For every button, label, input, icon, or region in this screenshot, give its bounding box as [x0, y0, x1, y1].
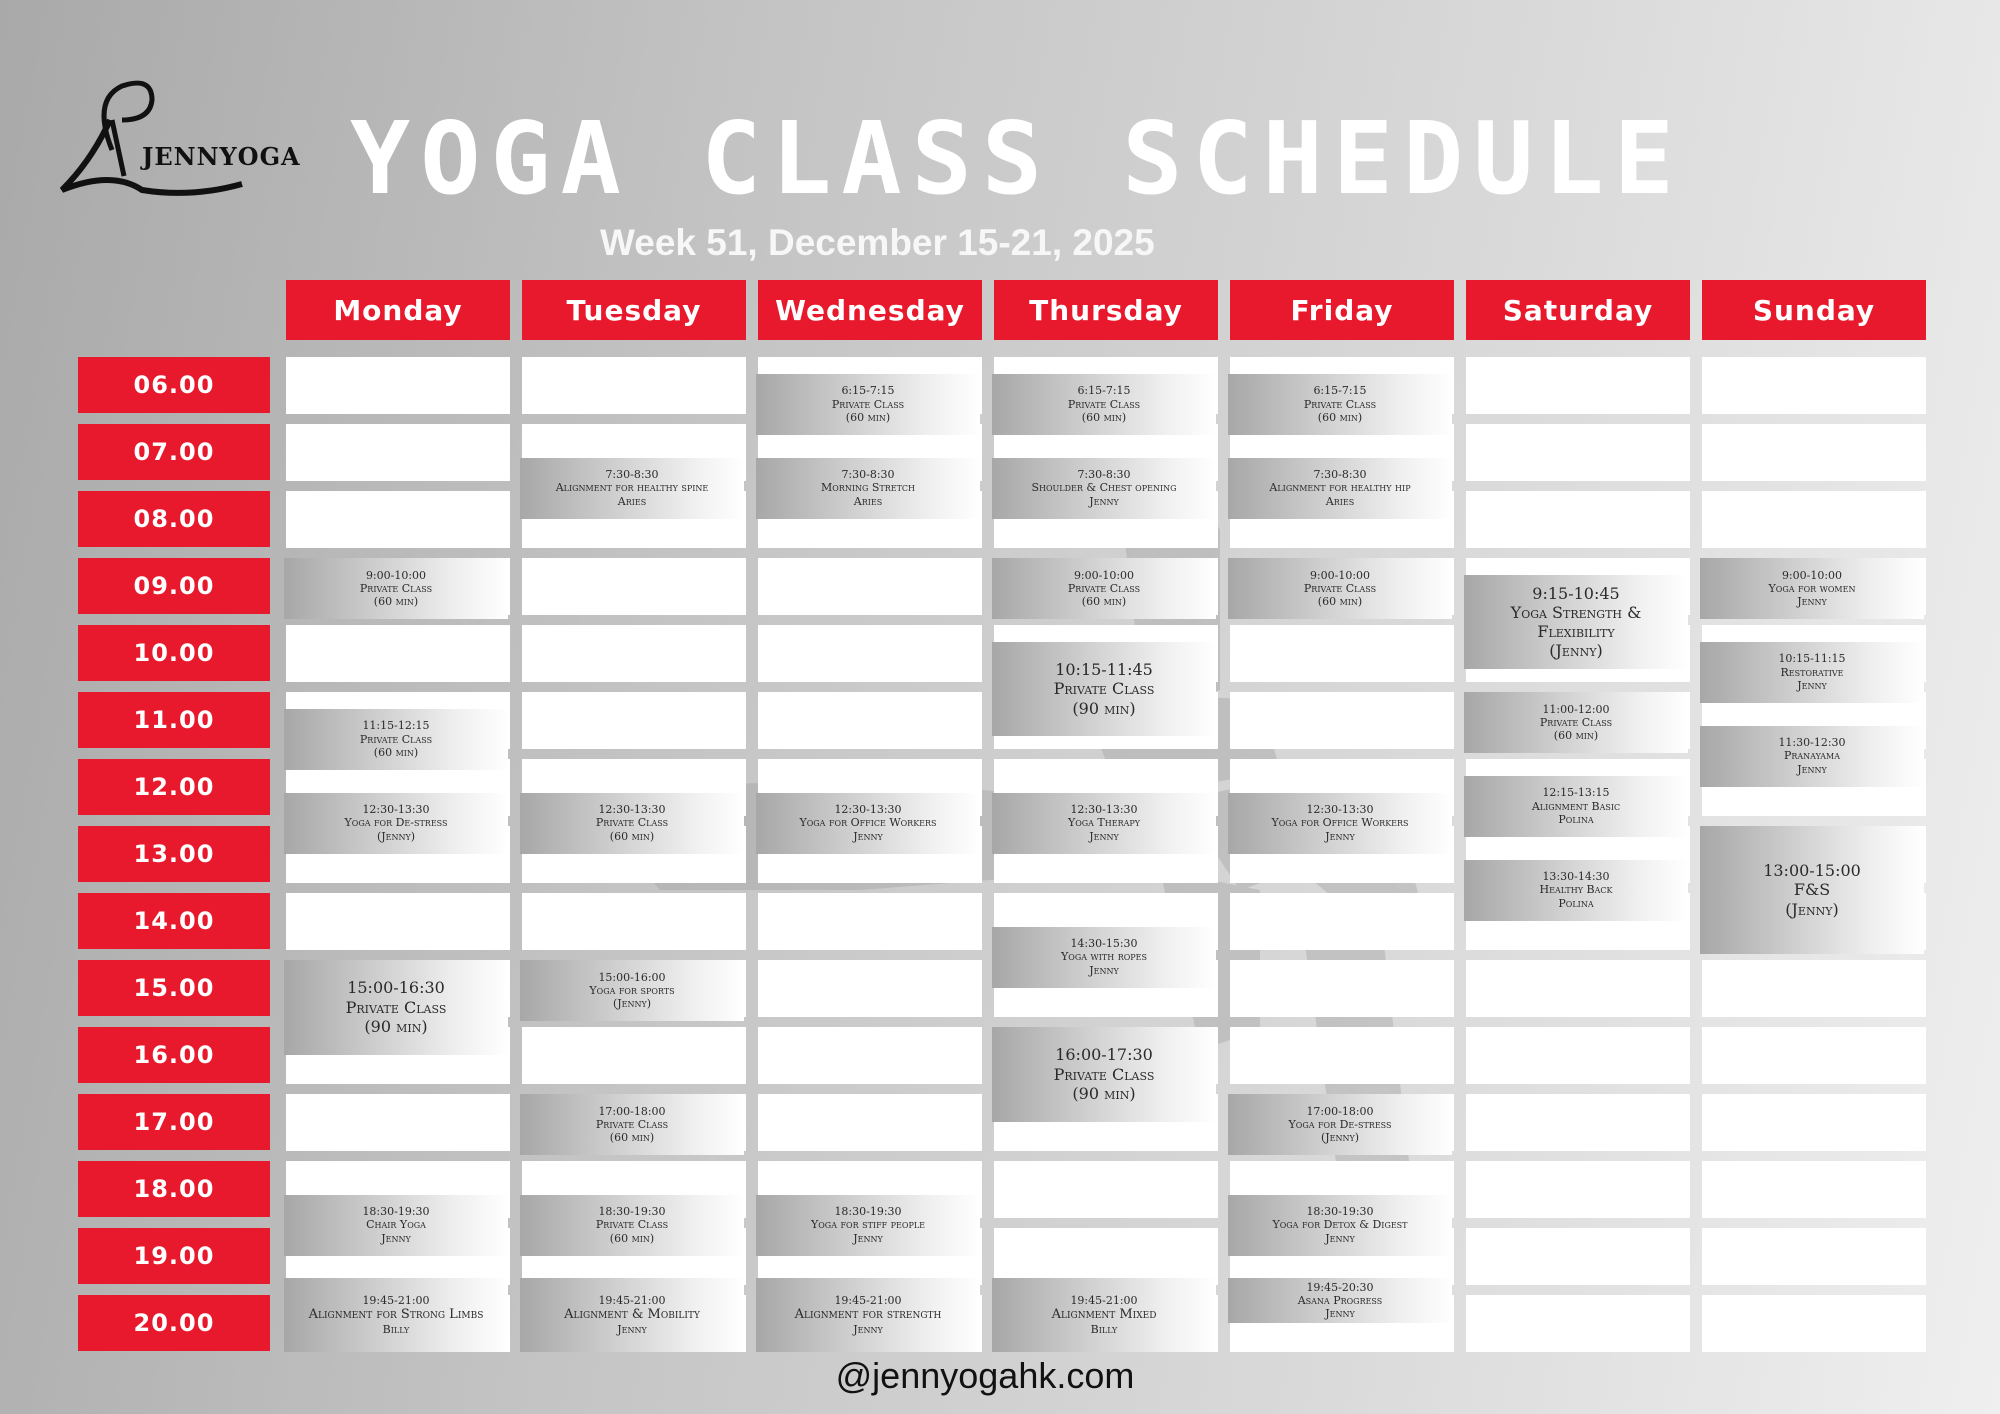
empty-slot	[1466, 960, 1690, 1017]
class-block[interactable]	[756, 1195, 980, 1256]
class-detail: (90 min)	[1072, 698, 1136, 718]
empty-slot	[994, 1161, 1218, 1218]
class-time: 9:00-10:00	[1781, 568, 1843, 582]
class-time: 12:30-13:30	[834, 803, 902, 817]
class-detail: (Jenny)	[1785, 899, 1839, 919]
class-name: Alignment & Mobility	[564, 1307, 700, 1323]
class-name: Asana Progress	[1297, 1293, 1383, 1307]
class-detail: Aries	[853, 494, 883, 508]
class-detail: (60 min)	[1553, 729, 1599, 743]
logo-text: JENNYOGA	[142, 142, 301, 171]
class-name: Alignment Basic	[1531, 799, 1621, 813]
empty-slot	[286, 357, 510, 414]
class-block[interactable]	[756, 793, 980, 854]
class-block[interactable]	[1464, 860, 1688, 921]
time-label: 18.00	[78, 1161, 270, 1217]
class-name: Private Class	[595, 816, 669, 830]
class-detail: (90 min)	[1072, 1083, 1136, 1103]
class-detail: Jenny	[853, 1231, 883, 1245]
empty-slot	[758, 625, 982, 682]
empty-slot	[1702, 1027, 1926, 1084]
empty-slot	[1702, 1295, 1926, 1352]
class-block[interactable]	[1228, 458, 1452, 519]
class-time: 17:00-18:00	[1306, 1104, 1374, 1118]
class-block[interactable]	[1700, 826, 1924, 954]
time-label: 07.00	[78, 424, 270, 480]
class-detail: Jenny	[1089, 829, 1119, 843]
class-name: Yoga for women	[1768, 581, 1856, 595]
class-time: 9:15-10:45	[1532, 583, 1620, 603]
empty-slot	[758, 1094, 982, 1151]
time-label: 10.00	[78, 625, 270, 681]
empty-slot	[1466, 1161, 1690, 1218]
empty-slot	[522, 625, 746, 682]
class-time: 15:00-16:00	[598, 970, 666, 984]
class-time: 19:45-20:30	[1306, 1280, 1374, 1294]
class-name: Alignment for strength	[794, 1307, 942, 1323]
class-block[interactable]	[756, 374, 980, 435]
class-block[interactable]	[1228, 1094, 1452, 1155]
social-handle: @jennyogahk.com	[835, 1355, 1135, 1396]
class-time: 16:00-17:30	[1055, 1045, 1153, 1065]
empty-slot	[1702, 1228, 1926, 1285]
empty-slot	[1466, 1295, 1690, 1352]
class-name: Private Class	[1053, 1064, 1155, 1084]
empty-slot	[758, 692, 982, 749]
class-block[interactable]	[1228, 374, 1452, 435]
class-time: 18:30-19:30	[1306, 1205, 1374, 1219]
class-time: 19:45-21:00	[362, 1294, 430, 1308]
class-time: 9:00-10:00	[1073, 568, 1135, 582]
class-detail: Polina	[1558, 812, 1594, 826]
empty-slot	[1466, 424, 1690, 481]
empty-slot	[286, 1094, 510, 1151]
empty-slot	[1702, 491, 1926, 548]
class-detail: (60 min)	[609, 829, 655, 843]
class-block[interactable]	[1228, 558, 1452, 619]
class-time: 7:30-8:30	[841, 468, 895, 482]
class-time: 12:30-13:30	[598, 803, 666, 817]
class-time: 12:15-13:15	[1542, 786, 1610, 800]
class-detail: (60 min)	[1081, 410, 1127, 424]
empty-slot	[286, 424, 510, 481]
empty-slot	[1230, 625, 1454, 682]
class-name: Alignment for healthy hip	[1269, 481, 1411, 495]
class-name: Private Class	[831, 397, 905, 411]
class-time: 9:00-10:00	[1309, 568, 1371, 582]
empty-slot	[1466, 491, 1690, 548]
class-block[interactable]	[1700, 726, 1924, 787]
empty-slot	[286, 893, 510, 950]
class-block[interactable]	[992, 558, 1216, 619]
class-block[interactable]	[520, 458, 744, 519]
empty-slot	[1702, 1161, 1926, 1218]
class-time: 11:15-12:15	[362, 719, 430, 733]
class-block[interactable]	[992, 642, 1216, 737]
class-time: 15:00-16:30	[347, 978, 445, 998]
class-block[interactable]	[1228, 1195, 1452, 1256]
empty-slot	[1702, 424, 1926, 481]
class-detail: Jenny	[853, 829, 883, 843]
class-time: 10:15-11:45	[1055, 660, 1153, 680]
empty-slot	[1702, 1094, 1926, 1151]
class-detail: Aries	[1325, 494, 1355, 508]
empty-slot	[1230, 1027, 1454, 1084]
empty-slot	[758, 960, 982, 1017]
class-name: Yoga Therapy	[1067, 816, 1141, 830]
class-block[interactable]	[1228, 1278, 1452, 1322]
class-time: 18:30-19:30	[834, 1205, 902, 1219]
empty-slot	[1466, 1228, 1690, 1285]
class-time: 7:30-8:30	[1077, 468, 1131, 482]
class-block[interactable]	[992, 1278, 1216, 1352]
class-time: 10:15-11:15	[1778, 652, 1846, 666]
empty-slot	[286, 625, 510, 682]
class-block[interactable]	[520, 960, 744, 1021]
class-detail: (60 min)	[373, 595, 419, 609]
class-time: 19:45-21:00	[834, 1294, 902, 1308]
class-block[interactable]	[1464, 575, 1688, 670]
class-block[interactable]	[1464, 776, 1688, 837]
class-name: Private Class	[1067, 581, 1141, 595]
class-time: 12:30-13:30	[362, 803, 430, 817]
class-time: 6:15-7:15	[841, 384, 895, 398]
class-detail: (60 min)	[1317, 595, 1363, 609]
time-label: 20.00	[78, 1295, 270, 1351]
class-block[interactable]	[992, 1027, 1216, 1122]
empty-slot	[1466, 357, 1690, 414]
empty-slot	[1466, 1027, 1690, 1084]
class-block[interactable]	[992, 793, 1216, 854]
time-label: 14.00	[78, 893, 270, 949]
class-detail: (60 min)	[1081, 595, 1127, 609]
class-time: 13:00-15:00	[1763, 861, 1861, 881]
class-name: Yoga for De-stress	[344, 816, 448, 830]
empty-slot	[522, 893, 746, 950]
class-time: 6:15-7:15	[1077, 384, 1131, 398]
class-block[interactable]	[992, 458, 1216, 519]
class-time: 12:30-13:30	[1306, 803, 1374, 817]
class-time: 19:45-21:00	[1070, 1294, 1138, 1308]
day-header-friday: Friday	[1230, 280, 1454, 340]
time-label: 19.00	[78, 1228, 270, 1284]
class-block[interactable]	[992, 927, 1216, 988]
class-name: Yoga for Office Workers	[799, 816, 937, 830]
class-block[interactable]	[284, 960, 508, 1055]
class-detail: (Jenny)	[376, 829, 416, 843]
empty-slot	[522, 692, 746, 749]
day-header-wednesday: Wednesday	[758, 280, 982, 340]
class-detail: (60 min)	[373, 745, 419, 759]
class-time: 11:00-12:00	[1542, 702, 1610, 716]
class-time: 6:15-7:15	[1313, 384, 1367, 398]
class-detail: Polina	[1558, 896, 1594, 910]
class-block[interactable]	[520, 793, 744, 854]
class-name: Yoga for stiff people	[810, 1218, 925, 1232]
time-label: 09.00	[78, 558, 270, 614]
class-name: Alignment for healthy spine	[555, 481, 709, 495]
empty-slot	[1466, 1094, 1690, 1151]
class-block[interactable]	[284, 558, 508, 619]
empty-slot	[758, 1027, 982, 1084]
class-name: Private Class	[595, 1218, 669, 1232]
class-block[interactable]	[1464, 692, 1688, 753]
time-label: 13.00	[78, 826, 270, 882]
empty-slot	[758, 558, 982, 615]
class-name: Chair Yoga	[366, 1218, 426, 1232]
class-detail: (Jenny)	[1320, 1131, 1360, 1145]
class-name: Yoga with ropes	[1061, 950, 1147, 964]
class-name: Private Class	[1539, 715, 1613, 729]
class-block[interactable]	[520, 1094, 744, 1155]
class-time: 14:30-15:30	[1070, 937, 1138, 951]
day-header-saturday: Saturday	[1466, 280, 1690, 340]
class-name: Private Class	[1053, 679, 1155, 699]
class-block[interactable]	[284, 709, 508, 770]
class-detail: Jenny	[1325, 1231, 1355, 1245]
class-name: Alignment for Strong Limbs	[308, 1307, 484, 1323]
class-detail: Jenny	[853, 1322, 883, 1336]
empty-slot	[758, 893, 982, 950]
class-time: 17:00-18:00	[598, 1104, 666, 1118]
class-name: Healthy Back	[1539, 883, 1613, 897]
class-name: Private Class	[1303, 581, 1377, 595]
empty-slot	[522, 357, 746, 414]
day-header-monday: Monday	[286, 280, 510, 340]
class-name: Morning Stretch	[820, 481, 916, 495]
class-name: Alignment Mixed	[1051, 1307, 1157, 1323]
class-detail: (90 min)	[364, 1016, 428, 1036]
time-label: 17.00	[78, 1094, 270, 1150]
class-detail: (60 min)	[609, 1231, 655, 1245]
class-detail: (Jenny)	[612, 997, 652, 1011]
class-name: Yoga for Office Workers	[1271, 816, 1409, 830]
page-title: YOGA CLASS SCHEDULE	[350, 100, 1684, 217]
class-detail: Billy	[382, 1322, 410, 1336]
day-header-thursday: Thursday	[994, 280, 1218, 340]
class-detail: Flexibility	[1537, 622, 1615, 641]
class-block[interactable]	[284, 1195, 508, 1256]
empty-slot	[1230, 692, 1454, 749]
class-detail: (60 min)	[845, 410, 891, 424]
time-label: 06.00	[78, 357, 270, 413]
class-detail: Jenny	[1325, 1306, 1355, 1320]
class-name: F&S	[1793, 880, 1831, 900]
day-header-sunday: Sunday	[1702, 280, 1926, 340]
time-label: 16.00	[78, 1027, 270, 1083]
class-time: 18:30-19:30	[362, 1205, 430, 1219]
class-name: Shoulder & Chest opening	[1031, 481, 1177, 495]
jennyoga-logo-icon	[52, 80, 292, 200]
class-name: Yoga for De-stress	[1288, 1117, 1392, 1131]
class-detail: Jenny	[1089, 494, 1119, 508]
class-name: Private Class	[345, 997, 447, 1017]
class-name: Restorative	[1780, 665, 1844, 679]
class-detail: Jenny	[1797, 678, 1827, 692]
class-block[interactable]	[520, 1278, 744, 1352]
class-name: Yoga Strength &	[1510, 602, 1642, 622]
class-block[interactable]	[1228, 793, 1452, 854]
class-name: Private Class	[595, 1117, 669, 1131]
class-block[interactable]	[1700, 642, 1924, 703]
class-name: Private Class	[1303, 397, 1377, 411]
class-block[interactable]	[284, 793, 508, 854]
class-block[interactable]	[992, 374, 1216, 435]
class-detail: (Jenny)	[1549, 641, 1603, 661]
empty-slot	[1702, 960, 1926, 1017]
class-name: Private Class	[359, 581, 433, 595]
time-label: 08.00	[78, 491, 270, 547]
class-name: Pranayama	[1783, 749, 1841, 763]
empty-slot	[1702, 357, 1926, 414]
empty-slot	[522, 1027, 746, 1084]
class-detail: Jenny	[1325, 829, 1355, 843]
class-time: 12:30-13:30	[1070, 803, 1138, 817]
empty-slot	[286, 491, 510, 548]
class-name: Private Class	[1067, 397, 1141, 411]
page-subtitle: Week 51, December 15-21, 2025	[600, 222, 1155, 263]
class-time: 18:30-19:30	[598, 1205, 666, 1219]
class-block[interactable]	[284, 1278, 508, 1352]
class-detail: Aries	[617, 494, 647, 508]
class-detail: Jenny	[1797, 595, 1827, 609]
class-detail: Billy	[1090, 1322, 1118, 1336]
class-name: Yoga for sports	[589, 983, 675, 997]
empty-slot	[994, 1228, 1218, 1285]
class-detail: Jenny	[617, 1322, 647, 1336]
class-time: 7:30-8:30	[605, 468, 659, 482]
class-block[interactable]	[520, 1195, 744, 1256]
time-label: 11.00	[78, 692, 270, 748]
class-time: 13:30-14:30	[1542, 870, 1610, 884]
day-header-tuesday: Tuesday	[522, 280, 746, 340]
class-detail: Jenny	[381, 1231, 411, 1245]
empty-slot	[1230, 893, 1454, 950]
class-time: 11:30-12:30	[1778, 736, 1846, 750]
class-detail: Jenny	[1797, 762, 1827, 776]
time-label: 15.00	[78, 960, 270, 1016]
class-detail: Jenny	[1089, 963, 1119, 977]
class-detail: (60 min)	[609, 1131, 655, 1145]
class-time: 7:30-8:30	[1313, 468, 1367, 482]
class-name: Private Class	[359, 732, 433, 746]
class-time: 9:00-10:00	[365, 568, 427, 582]
class-block[interactable]	[1700, 558, 1924, 619]
class-block[interactable]	[756, 458, 980, 519]
empty-slot	[1230, 960, 1454, 1017]
time-label: 12.00	[78, 759, 270, 815]
class-detail: (60 min)	[1317, 410, 1363, 424]
empty-slot	[522, 558, 746, 615]
class-block[interactable]	[756, 1278, 980, 1352]
class-name: Yoga for Detox & Digest	[1272, 1218, 1408, 1232]
class-time: 19:45-21:00	[598, 1294, 666, 1308]
